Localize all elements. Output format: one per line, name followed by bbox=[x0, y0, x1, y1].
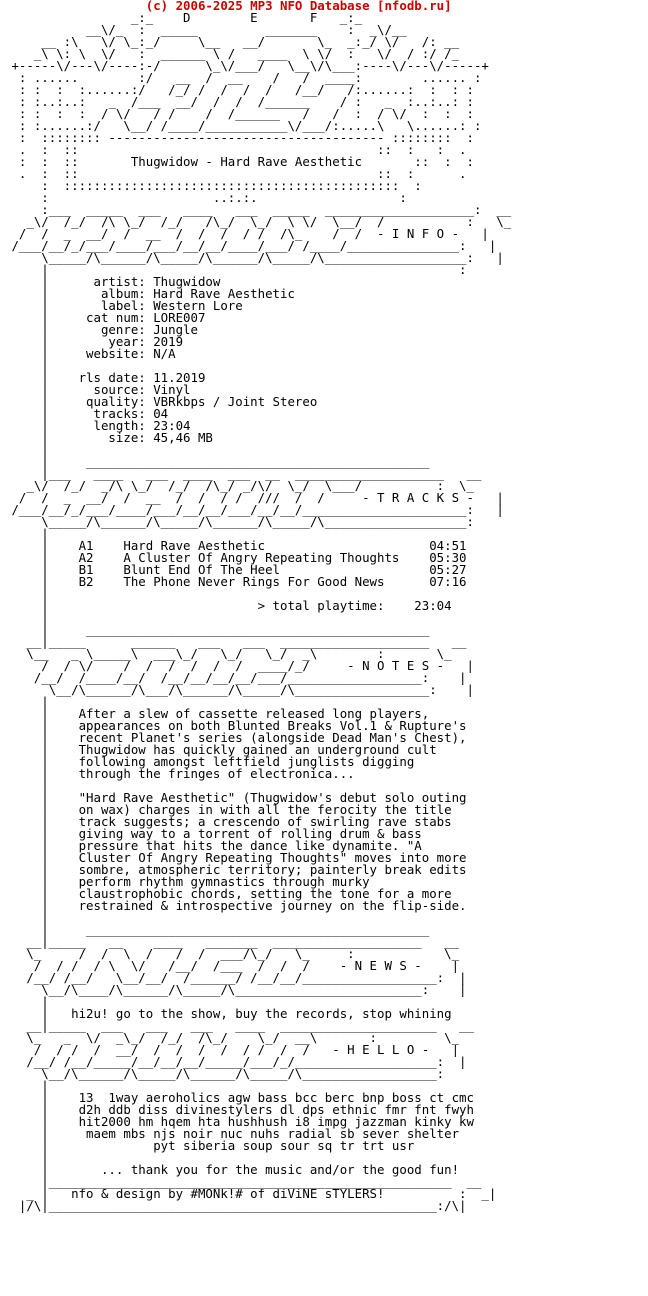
nfo-line: | ... thank you for the music and/or the good fun! bbox=[4, 1162, 460, 1177]
nfo-line: . : :: :: : : . bbox=[4, 142, 467, 157]
nfo-line: | genre: Jungle bbox=[4, 322, 198, 337]
nfo-line: /___/__/_/___/____/___/__/__/___/__/__/______________________: | bbox=[4, 502, 504, 517]
nfo-line: | following amongst leftfield junglists digging bbox=[4, 754, 415, 769]
nfo-line: | rls date: 11.2019 bbox=[4, 370, 206, 385]
nfo-line: _\/ /_/ _/\ \_/ /_/ /\_/ _/\/ \_/ \___/ : \_ bbox=[4, 478, 474, 493]
nfo-line: | year: 2019 bbox=[4, 334, 184, 349]
nfo-line: | appearances on both Blunted Breaks Vol.1 & Rupture's bbox=[4, 718, 467, 733]
nfo-line: | 13 1way aeroholics agw bass bcc berc bnp boss ct cmc bbox=[4, 1090, 474, 1105]
nfo-line: | Thugwidow has quickly gained an underground cult bbox=[4, 742, 437, 757]
nfo-line: | bbox=[4, 910, 49, 925]
nfo-line: | tracks: 04 bbox=[4, 406, 169, 421]
nfo-line: |______________________________________________________ __ bbox=[4, 1174, 482, 1189]
nfo-line: :___ _____ ___ ____ ___ _____ ____________________: __ bbox=[4, 202, 512, 217]
nfo-line: \__/\______/\_____/\______/\_____/\__________________: bbox=[4, 1066, 445, 1081]
nfo-line: : : : :......:/ /_/ / / / / /__/ /:......: : : : bbox=[4, 82, 474, 97]
nfo-line: | through the fringes of electronica... bbox=[4, 766, 355, 781]
nfo-line: | size: 45,46 MB bbox=[4, 430, 213, 445]
nfo-line: | A1 Hard Rave Aesthetic 04:51 bbox=[4, 538, 467, 553]
nfo-line: _\ \: \ \/ : ______ \ / ____ \ \/ : \/ / :/ /_ bbox=[4, 46, 460, 61]
nfo-line: | ______________________________________________ bbox=[4, 454, 430, 469]
nfo-line: | bbox=[4, 1078, 49, 1093]
nfo-line: /__/ /__/_____/__/__/__/_____/___/_/___________________: | bbox=[4, 1054, 467, 1069]
nfo-line: : : :: Thugwidow - Hard Rave Aesthetic :: : : bbox=[4, 154, 474, 169]
nfo-line: | album: Hard Rave Aesthetic bbox=[4, 286, 295, 301]
nfo-line: \_ _ \/ _\_/ /_/ /\_/ \_/ __\ : \_ bbox=[4, 1030, 460, 1045]
nfo-line: | giving way to a torrent of rolling drum & bass bbox=[4, 826, 422, 841]
nfo-line: /___/__/_/___/____/___/__/__/____/___/ /____/_______________: | bbox=[4, 238, 497, 253]
nfo-line: __|_____ ______ ___ ___ ____________________ __ bbox=[4, 634, 467, 649]
nfo-line: | bbox=[4, 610, 49, 625]
nfo-line: : : : : / \/ / / / /______ / / : / \/ : : : bbox=[4, 106, 474, 121]
nfo-line: | After a slew of cassette released long players, bbox=[4, 706, 430, 721]
nfo-line: | pressure that hits the dance like dynamite. "A bbox=[4, 838, 422, 853]
nfo-line: | bbox=[4, 994, 49, 1009]
nfo-line: | Cluster Of Angry Repeating Thoughts" moves into more bbox=[4, 850, 467, 865]
nfo-line: | claustrophobic chords, setting the tone for a more bbox=[4, 886, 452, 901]
nfo-document bbox=[4, 0, 511, 1212]
nfo-line: | bbox=[4, 358, 49, 373]
nfo-line: | cat num: LORE007 bbox=[4, 310, 206, 325]
nfo-line: | on wax) charges in with all the ferocity the title bbox=[4, 802, 452, 817]
nfo-line: |___ ____ ___ ____ ___ __ ____________________ __ bbox=[4, 466, 482, 481]
nfo-line: _ | nfo & design by #MONk!# of diViNE sTYLERS! : _| bbox=[4, 1186, 497, 1201]
nfo-line: __ :\ \/ \_:_/ \__ __/ \_ _:_/ \/ /: __ bbox=[4, 34, 460, 49]
nfo-line: | bbox=[4, 778, 49, 793]
nfo-line: | bbox=[4, 694, 49, 709]
nfo-line: \__/\____/\______/\_____/\_________________________: | bbox=[4, 982, 467, 997]
nfo-line: | label: Western Lore bbox=[4, 298, 243, 313]
nfo-line: : ..:.:. : bbox=[4, 190, 407, 205]
nfo-line: . : :: :: : . bbox=[4, 166, 467, 181]
nfo-line: / / / / __/ / / / / / / / / - H E L L O - | bbox=[4, 1042, 460, 1057]
nfo-line: | ______________________________________________ bbox=[4, 622, 430, 637]
nfo-line: | quality: VBRkbps / Joint Stereo bbox=[4, 394, 318, 409]
nfo-line: \_____/\______/\_____/\______/\_____/\___________________: bbox=[4, 514, 474, 529]
nfo-header: (c) 2006-2025 MP3 NFO Database [nfodb.ru] bbox=[4, 0, 452, 13]
nfo-line: | bbox=[4, 526, 49, 541]
nfo-line: |/\|____________________________________________________:/\| bbox=[4, 1198, 467, 1213]
nfo-line: | d2h ddb diss divinestylers dl dps ethnic fmr fnt fwyh bbox=[4, 1102, 474, 1117]
nfo-line: \_ / / \ / / / ___/\_/ \_ : \_ bbox=[4, 946, 460, 961]
nfo-line: | perform rhythm gymnastics through murky bbox=[4, 874, 370, 889]
nfo-line: | B2 The Phone Never Rings For Good News 07:16 bbox=[4, 574, 467, 589]
nfo-line: : ...... :/ __ / __ / / ____: ...... : bbox=[4, 70, 482, 85]
nfo-line: : :......:/ \__/ /____/___________\/___/:.....\ \......: : bbox=[4, 118, 482, 133]
nfo-line: \_____/\______/\_____/\______/\_____/\___________________: | bbox=[4, 250, 504, 265]
nfo-line: \__ _ \_____\ ___\_/ \_/ \_/ _\ : \_ bbox=[4, 646, 452, 661]
nfo-line: \__/\______/\___/\______/\_____/\__________________: | bbox=[4, 682, 474, 697]
nfo-line: : :::::::: ------------------------------------- :::::::: : bbox=[4, 130, 474, 145]
nfo-line: | pyt siberia soup sour sq tr trt usr bbox=[4, 1138, 415, 1153]
nfo-line: | ______________________________________________ bbox=[4, 922, 430, 937]
nfo-line: | "Hard Rave Aesthetic" (Thugwidow's debut solo outing bbox=[4, 790, 467, 805]
nfo-line: | artist: Thugwidow bbox=[4, 274, 221, 289]
nfo-line: __\/_ : _____ _______ : _\/__ bbox=[4, 22, 407, 37]
nfo-line: | recent Planet's series (alongside Dead Man's Chest), bbox=[4, 730, 467, 745]
nfo-line: | : bbox=[4, 262, 467, 277]
nfo-line: /__/ /____/__/ /__/__/__/__/___/__________________: | bbox=[4, 670, 467, 685]
nfo-line: : :..:..: _ /___ __/ / / /______ / : _ :..:..: : bbox=[4, 94, 474, 109]
nfo-line: | maem mbs njs noir nuc nuhs radial sb sever shelter bbox=[4, 1126, 460, 1141]
nfo-line: __|_____ ___ ___ ___ ____ _____________________ __ bbox=[4, 1018, 474, 1033]
nfo-line: /__/ /__/ \__/__/ /______/ /__/__/__________________: | bbox=[4, 970, 467, 985]
nfo-line: _\/ /_/ /\ \_/ /_/ /\_/ \_/ \ \/ \__/ / : \_ bbox=[4, 214, 512, 229]
nfo-line: | > total playtime: 23:04 bbox=[4, 598, 452, 613]
nfo-line: / / _ __/ / __ / / / / / /\_ / / - I N F O - | bbox=[4, 226, 489, 241]
nfo-line: / / _ __/ / __ / / / / /// / / - T R A C K S - | bbox=[4, 490, 504, 505]
nfo-line: | sombre, atmospheric territory; painterly break edits bbox=[4, 862, 467, 877]
nfo-line: | hit2000 hm hqem hta hushhush i8 impg jazzman kinky kw bbox=[4, 1114, 474, 1129]
nfo-line: | hi2u! go to the show, buy the records, stop whining bbox=[4, 1006, 452, 1021]
nfo-line: | B1 Blunt End Of The Heel 05:27 bbox=[4, 562, 467, 577]
nfo-line: | bbox=[4, 586, 49, 601]
nfo-line: +-----\/---\/----:-/ \_\/___/ \__\/\___:----\/---\/-----+ bbox=[4, 58, 489, 73]
nfo-line: _:_ D E F _:_ bbox=[4, 10, 363, 25]
nfo-line: | bbox=[4, 442, 49, 457]
nfo-line: __|_____ __ ____ _______ ____________________ __ bbox=[4, 934, 460, 949]
nfo-line: | bbox=[4, 1150, 49, 1165]
nfo-line: / / / / \ \/ /__/ /___ / / / - N E W S - | bbox=[4, 958, 460, 973]
nfo-line: | website: N/A bbox=[4, 346, 176, 361]
nfo-line: / / \/ / / / / / / ____/_/ - N O T E S - | bbox=[4, 658, 474, 673]
nfo-line: : ::::::::::::::::::::::::::::::::::::::::::::: : bbox=[4, 178, 422, 193]
nfo-line: | length: 23:04 bbox=[4, 418, 191, 433]
nfo-line: | A2 A Cluster Of Angry Repeating Thoughts 05:30 bbox=[4, 550, 467, 565]
nfo-line: | source: Vinyl bbox=[4, 382, 191, 397]
nfo-line: | track suggests; a crescendo of swirling rave stabs bbox=[4, 814, 452, 829]
nfo-line: | restrained & introspective journey on the flip-side. bbox=[4, 898, 467, 913]
